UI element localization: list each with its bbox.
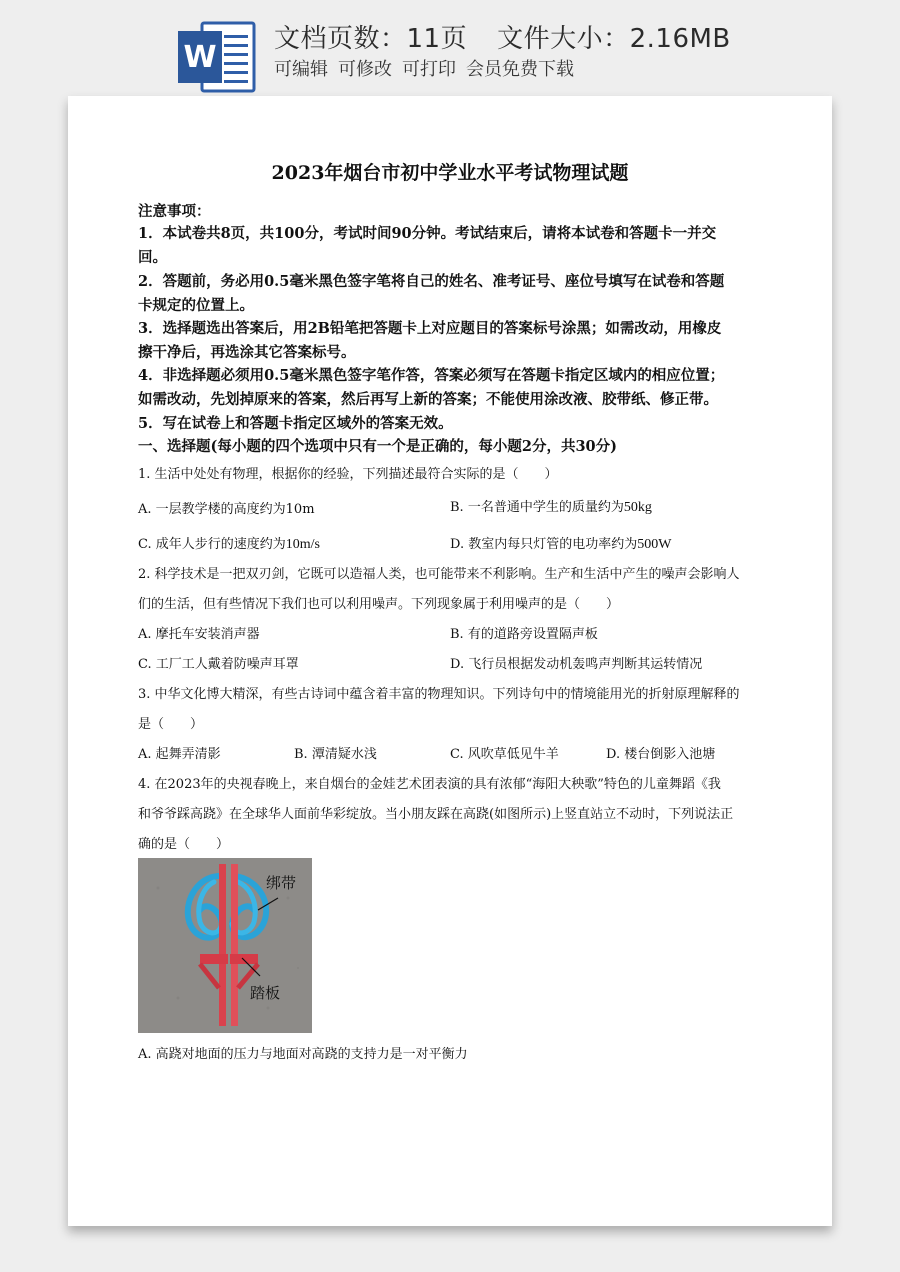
notice-line: 如需改动，先划掉原来的答案，然后再写上新的答案；不能使用涂改液、胶带纸、修正带。 [138,391,718,408]
feature-printable: 可打印 [402,59,456,80]
question-4-stem: 确的是（ ） [138,837,230,852]
question-3-stem: 是（ ） [138,717,204,732]
notice-line: 4．非选择题必须用0.5毫米黑色签字笔作答，答案必须写在答题卡指定区域内的相应位置； [138,367,725,384]
question-1-option-c: C. 成年人步行的速度约为10m/s [138,537,320,552]
exam-title: 2023年烟台市初中学业水平考试物理试题 [271,162,629,184]
question-1-option-b: B. 一名普通中学生的质量约为50kg [450,500,652,515]
question-4-option-a: A. 高跷对地面的压力与地面对高跷的支持力是一对平衡力 [138,1047,468,1062]
notice-line: 3．选择题选出答案后，用2B铅笔把答题卡上对应题目的答案标号涂黑；如需改动，用橡皮 [138,320,722,337]
file-meta [274,18,731,55]
question-4-stem: 4. 在2023年的央视春晚上，来自烟台的金娃艺术团表演的具有浓郁“海阳大秧歌”特色的儿童舞蹈《我 [138,777,721,792]
stilts-figure [138,858,312,1033]
question-3-option-c: C. 风吹草低见牛羊 [450,747,559,762]
question-2-option-b: B. 有的道路旁设置隔声板 [450,627,598,642]
notice-line: 擦干净后，再选涂其它答案标号。 [138,344,356,361]
figure-label-pedal: 踏板 [250,984,281,1002]
notice-line: 1．本试卷共8页，共100分，考试时间90分钟。考试结束后，请将本试卷和答题卡一并交 [138,225,717,242]
document-page [68,96,832,1226]
word-document-icon [178,17,258,97]
notice-line: 卡规定的位置上。 [138,297,254,314]
question-1-option-d: D. 教室内每只灯管的电功率约为500W [450,537,672,552]
question-3-option-b: B. 潭清疑水浅 [294,747,377,762]
notice-heading: 注意事项： [138,203,211,220]
question-4-stem: 和爷爷踩高跷》在全球华人面前华彩绽放。当小朋友踩在高跷(如图所示)上竖直站立不动时，下列说法正 [138,807,734,822]
feature-modifiable: 可修改 [338,59,392,80]
question-3-option-d: D. 楼台倒影入池塘 [606,747,716,762]
svg-text:W: W [183,40,217,75]
figure-label-strap: 绑带 [266,874,297,892]
feature-list [274,55,584,81]
section-heading: 一、选择题(每小题的四个选项中只有一个是正确的，每小题2分，共30分) [138,438,617,455]
notice-line: 回。 [138,249,167,266]
question-2-stem: 们的生活，但有些情况下我们也可以利用噪声。下列现象属于利用噪声的是（ ） [138,597,620,612]
file-size: 文件大小：2.16MB [497,24,731,54]
question-2-option-d: D. 飞行员根据发动机轰鸣声判断其运转情况 [450,657,703,672]
feature-member-download: 会员免费下载 [466,59,574,80]
question-1-option-a: A. 一层教学楼的高度约为10m [138,502,315,517]
question-2-stem: 2. 科学技术是一把双刃剑，它既可以造福人类，也可能带来不利影响。生产和生活中产生的噪声会影响人 [138,567,740,582]
feature-editable: 可编辑 [274,59,328,80]
document-info-header [0,0,900,96]
notice-line: 2．答题前，务必用0.5毫米黑色签字笔将自己的姓名、准考证号、座位号填写在试卷和答题 [138,273,725,290]
question-2-option-c: C. 工厂工人戴着防噪声耳罩 [138,657,299,672]
notice-line: 5．写在试卷上和答题卡指定区域外的答案无效。 [138,415,453,432]
question-3-stem: 3. 中华文化博大精深，有些古诗词中蕴含着丰富的物理知识。下列诗句中的情境能用光的折射原理解释的 [138,687,740,702]
question-1-stem: 1. 生活中处处有物理，根据你的经验，下列描述最符合实际的是（ ） [138,467,558,482]
question-3-option-a: A. 起舞弄清影 [138,747,221,762]
page-count: 文档页数：11页 [274,24,468,54]
question-2-option-a: A. 摩托车安装消声器 [138,627,260,642]
